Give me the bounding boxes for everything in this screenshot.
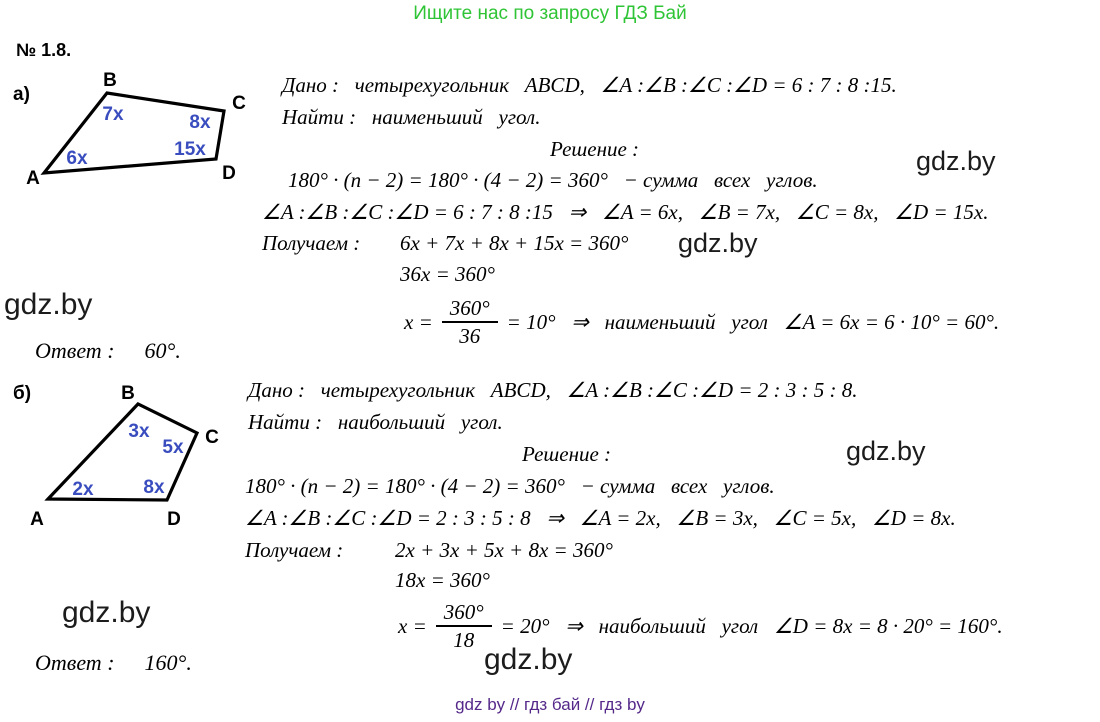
watermark: gdz.by — [4, 288, 93, 321]
given-statement-a: Дано : четырехугольник ABCD, ∠A :∠B :∠C :∠D = 6 : 7 : 8 :15. — [282, 73, 897, 97]
find-statement-a: Найти : наименьший угол. — [282, 105, 541, 129]
promo-header: Ищите нас по запросу ГДЗ Бай — [413, 3, 687, 24]
vertex-a-label: A — [30, 509, 44, 530]
frac-lead-a: x = — [404, 310, 433, 335]
equation-simplified-a: 36x = 360° — [400, 262, 495, 286]
angle-d-label: 15x — [174, 139, 206, 160]
answer-a-value: 60°. — [144, 338, 181, 363]
poluchaem-label-b: Получаем : — [245, 538, 344, 562]
vertex-c-label: C — [232, 93, 246, 114]
solution-title-b: Решение : — [522, 442, 612, 466]
watermark: gdz.by — [62, 596, 151, 629]
part-b-label: б) — [13, 383, 32, 404]
equation-sum-b: 2x + 3x + 5x + 8x = 360° — [395, 538, 613, 562]
vertex-d-label: D — [167, 509, 181, 530]
fraction-a-denominator: 36 — [459, 324, 481, 349]
angle-a-label: 6x — [66, 148, 88, 169]
answer-a-label: Ответ : — [35, 338, 115, 363]
given-statement-b: Дано : четырехугольник ABCD, ∠A :∠B :∠C :∠D = 2 : 3 : 5 : 8. — [248, 378, 858, 402]
vertex-a-label: A — [26, 168, 40, 189]
vertex-c-label: C — [205, 427, 219, 448]
quadrilateral-diagram-b — [0, 385, 240, 535]
frac-rest-a: = 10° ⇒ наименьший угол ∠A = 6x = 6 · 10° = 60°. — [506, 310, 1000, 335]
watermark: gdz.by — [846, 436, 926, 466]
answer-b — [35, 650, 192, 675]
poluchaem-label-a: Получаем : — [262, 231, 361, 255]
vertex-b-label: B — [103, 70, 117, 91]
vertex-b-label: B — [121, 385, 135, 404]
problem-number: № 1.8. — [16, 40, 72, 60]
angle-d-label: 8x — [143, 477, 165, 498]
frac-rest-b: = 20° ⇒ наибольший угол ∠D = 8x = 8 · 20° = 160°. — [500, 614, 1003, 639]
solve-x-line-a — [404, 296, 999, 348]
find-statement-b: Найти : наибольший угол. — [248, 410, 503, 434]
watermark: gdz.by — [916, 146, 996, 176]
quadrilateral-diagram-a — [0, 58, 270, 198]
watermark: gdz.by — [484, 643, 573, 676]
fraction-b-numerator: 360° — [436, 600, 492, 627]
angle-sum-formula-a: 180° · (n − 2) = 180° · (4 − 2) = 360° − сумма всех углов. — [288, 168, 818, 192]
ratio-line-b: ∠A :∠B :∠C :∠D = 2 : 3 : 5 : 8 ⇒ ∠A = 2x, ∠B = 3x, ∠C = 5x, ∠D = 8x. — [245, 506, 956, 530]
answer-b-value: 160°. — [144, 650, 192, 675]
equation-simplified-b: 18x = 360° — [395, 568, 490, 592]
angle-c-label: 8x — [189, 112, 211, 133]
ratio-line-a: ∠A :∠B :∠C :∠D = 6 : 7 : 8 :15 ⇒ ∠A = 6x, ∠B = 7x, ∠C = 8x, ∠D = 15x. — [262, 200, 989, 224]
angle-sum-formula-b: 180° · (n − 2) = 180° · (4 − 2) = 360° − сумма всех углов. — [245, 474, 775, 498]
angle-b-label: 7x — [102, 104, 124, 125]
fraction-b-denominator: 18 — [453, 628, 475, 653]
answer-b-label: Ответ : — [35, 650, 115, 675]
vertex-d-label: D — [222, 163, 236, 184]
answer-a — [35, 338, 181, 363]
angle-c-label: 5x — [162, 437, 184, 458]
part-a-label: а) — [13, 84, 30, 105]
watermark: gdz.by — [678, 228, 758, 258]
equation-sum-a: 6x + 7x + 8x + 15x = 360° — [400, 231, 629, 255]
promo-footer: gdz by // гдз бай // гдз by — [455, 695, 645, 714]
solution-title-a: Решение : — [550, 137, 640, 161]
fraction-a-numerator: 360° — [442, 296, 498, 323]
angle-b-label: 3x — [128, 421, 150, 442]
frac-lead-b: x = — [398, 614, 427, 639]
fraction-a — [442, 296, 498, 348]
angle-a-label: 2x — [72, 479, 94, 500]
